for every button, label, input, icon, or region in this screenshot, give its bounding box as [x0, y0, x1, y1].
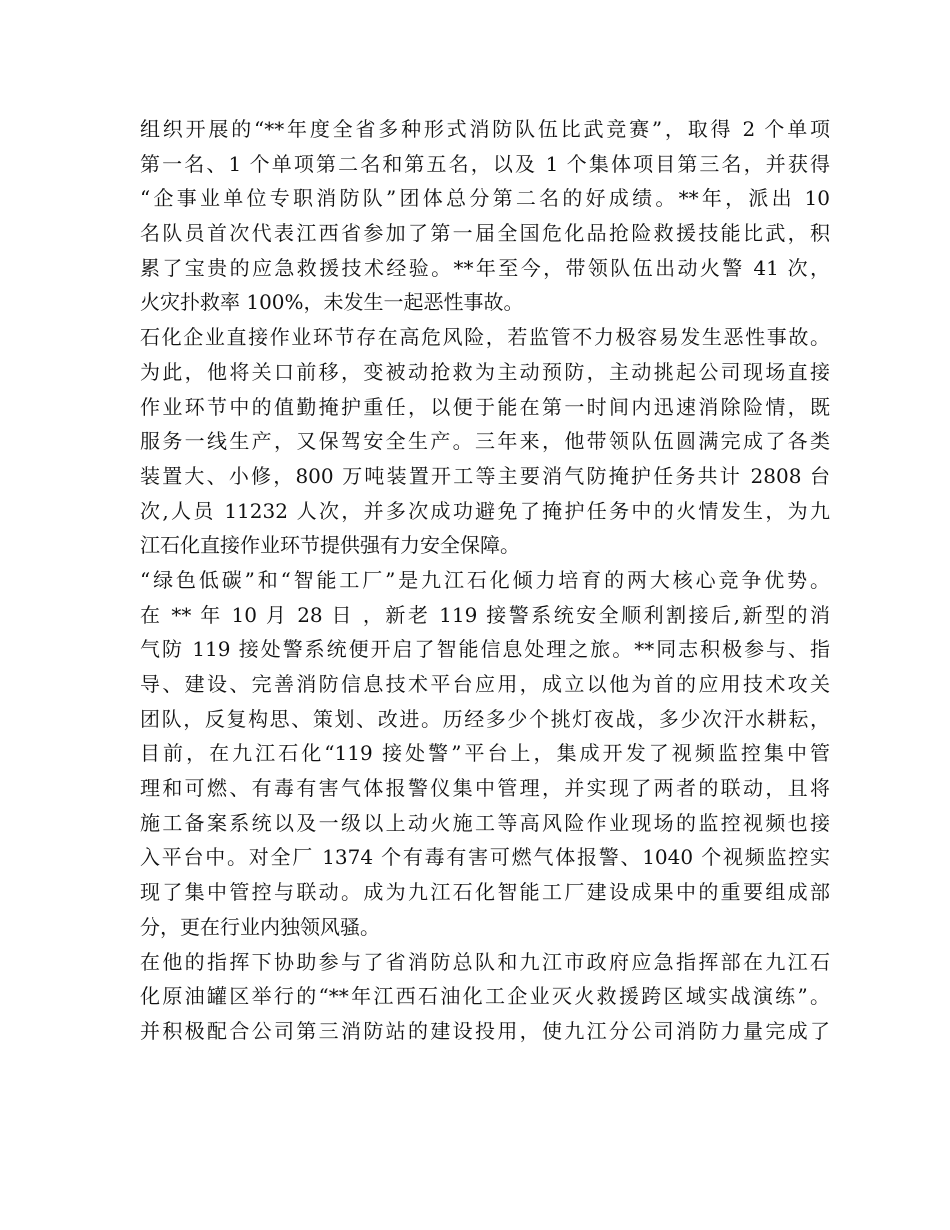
text-line: 次,人员 11232 人次，并多次成功避免了掩护任务中的火情发生，为九 — [140, 498, 830, 523]
text-line: 入平台中。对全厂 1374 个有毒有害可燃气体报警、1040 个视频监控实 — [140, 845, 830, 870]
text-line: 团队，反复构思、策划、改进。历经多少个挑灯夜战，多少次汗水耕耘， — [140, 706, 830, 731]
text-line: 作业环节中的值勤掩护重任，以便于能在第一时间内迅速消除险情，既 — [140, 394, 830, 419]
text-line: 施工备案系统以及一级以上动火施工等高风险作业现场的监控视频也接 — [140, 810, 830, 835]
text-line: 火灾扑救率 100%，未发生一起恶性事故。 — [140, 290, 524, 315]
text-line: 累了宝贵的应急救援技术经验。**年至今，带领队伍出动火警 41 次， — [140, 255, 830, 280]
text-line: 化原油罐区举行的“**年江西石油化工企业灭火救援跨区域实战演练”。 — [140, 984, 830, 1009]
text-line: 并积极配合公司第三消防站的建设投用，使九江分公司消防力量完成了 — [140, 1018, 830, 1043]
text-line: 分，更在行业内独领风骚。 — [140, 914, 380, 939]
text-line: 在 ** 年 10 月 28 日 ，新老 119 接警系统安全顺利割接后,新型的消 — [140, 602, 830, 627]
text-line: “企事业单位专职消防队”团体总分第二名的好成绩。**年，派出 10 — [140, 186, 830, 211]
body-text — [140, 112, 830, 1049]
text-line: 第一名、1 个单项第二名和第五名，以及 1 个集体项目第三名，并获得 — [140, 151, 830, 176]
text-line: 石化企业直接作业环节存在高危风险，若监管不力极容易发生恶性事故。 — [140, 325, 830, 350]
text-line: 气防 119 接处警系统便开启了智能信息处理之旅。**同志积极参与、指 — [140, 637, 830, 662]
text-line: “绿色低碳”和“智能工厂”是九江石化倾力培育的两大核心竞争优势。 — [140, 567, 830, 592]
text-line: 导、建设、完善消防信息技术平台应用，成立以他为首的应用技术攻关 — [140, 672, 830, 696]
text-line: 在他的指挥下协助参与了省消防总队和九江市政府应急指挥部在九江石 — [140, 949, 830, 974]
text-line: 服务一线生产，又保驾安全生产。三年来，他带领队伍圆满完成了各类 — [140, 429, 830, 454]
text-line: 为此，他将关口前移，变被动抢救为主动预防，主动挑起公司现场直接 — [140, 359, 830, 384]
text-line: 江石化直接作业环节提供强有力安全保障。 — [140, 533, 520, 558]
text-line: 名队员首次代表江西省参加了第一届全国危化品抢险救援技能比武，积 — [140, 221, 830, 246]
text-line: 目前，在九江石化“119 接处警”平台上，集成开发了视频监控集中管 — [140, 741, 830, 766]
text-line: 装置大、小修，800 万吨装置开工等主要消气防掩护任务共计 2808 台 — [140, 463, 830, 488]
text-line: 理和可燃、有毒有害气体报警仪集中管理，并实现了两者的联动，且将 — [140, 776, 830, 801]
text-line: 现了集中管控与联动。成为九江石化智能工厂建设成果中的重要组成部 — [140, 880, 830, 905]
text-line: 组织开展的“**年度全省多种形式消防队伍比武竞赛”，取得 2 个单项 — [140, 117, 830, 141]
